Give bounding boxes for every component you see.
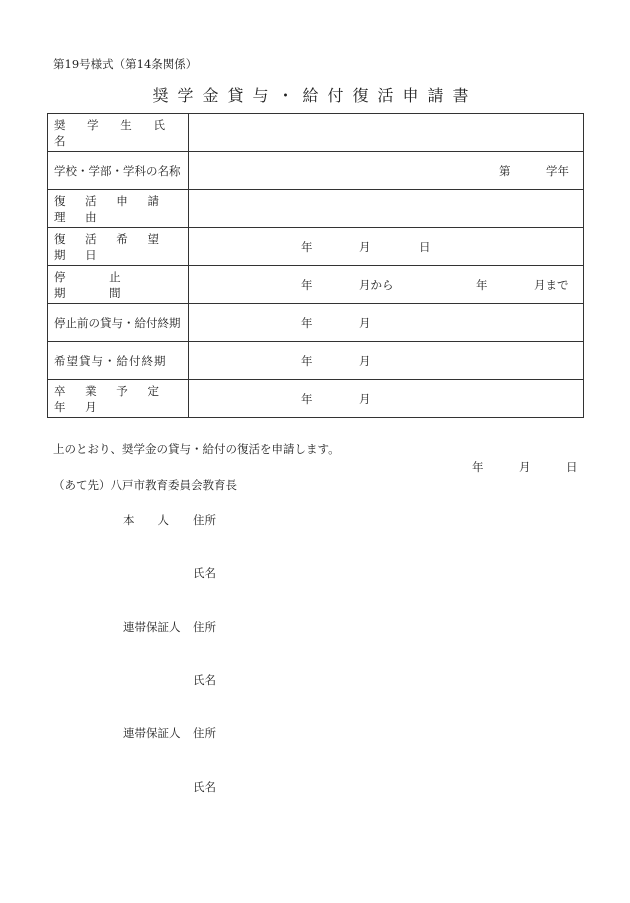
year-unit: 年 — [301, 277, 313, 292]
page-title: 奨学金貸与・給付復活申請書 — [152, 86, 478, 105]
guarantor2-address-label[interactable]: 住所 — [193, 726, 216, 740]
row-label: 奨 学 生 氏 名 — [48, 114, 189, 152]
application-table — [47, 113, 584, 418]
grade-prefix: 第 — [499, 163, 511, 178]
table-row — [48, 304, 584, 342]
graduation-date-field[interactable] — [189, 380, 584, 418]
month-unit: 月 — [359, 353, 371, 368]
month-from-unit: 月から — [359, 277, 394, 292]
table-row — [48, 114, 584, 152]
month-unit: 月 — [359, 391, 371, 406]
resume-date-field[interactable] — [189, 228, 584, 266]
row-label: 卒 業 予 定 年 月 — [48, 380, 189, 418]
applicant-role: 本 人 — [123, 513, 169, 527]
application-statement: 上のとおり、奨学金の貸与・給付の復活を申請します。 — [53, 442, 340, 456]
row-label: 学校・学部・学科の名称 — [48, 152, 189, 190]
guarantor2-role: 連帯保証人 — [123, 726, 181, 740]
year-unit: 年 — [301, 239, 313, 254]
table-row — [48, 266, 584, 304]
desired-end-field[interactable] — [189, 342, 584, 380]
table-row — [48, 228, 584, 266]
table-row — [48, 190, 584, 228]
grade-suffix: 学年 — [546, 163, 569, 178]
guarantor1-name-label[interactable]: 氏名 — [193, 673, 216, 687]
row-label: 希望貸与・給付終期 — [48, 342, 189, 380]
table-row — [48, 380, 584, 418]
reason-field[interactable] — [189, 190, 584, 228]
year-unit: 年 — [301, 353, 313, 368]
addressee: （あて先）八戸市教育委員会教育長 — [53, 478, 237, 492]
year-unit: 年 — [301, 391, 313, 406]
guarantor2-name-label[interactable]: 氏名 — [193, 780, 216, 794]
form-number: 第19号様式（第14条関係） — [53, 57, 198, 71]
year-unit: 年 — [476, 277, 488, 292]
month-unit: 月 — [359, 239, 371, 254]
guarantor1-address-label[interactable]: 住所 — [193, 620, 216, 634]
suspension-period-field[interactable] — [189, 266, 584, 304]
date-month-unit: 月 — [519, 460, 531, 474]
table-row — [48, 342, 584, 380]
date-year-unit: 年 — [472, 460, 484, 474]
table-row — [48, 152, 584, 190]
day-unit: 日 — [419, 239, 431, 254]
year-unit: 年 — [301, 315, 313, 330]
month-unit: 月 — [359, 315, 371, 330]
student-name-field[interactable] — [189, 114, 584, 152]
row-label: 停止前の貸与・給付終期 — [48, 304, 189, 342]
applicant-name-label[interactable]: 氏名 — [193, 566, 216, 580]
school-name-field[interactable] — [189, 152, 584, 190]
previous-end-field[interactable] — [189, 304, 584, 342]
row-label: 復 活 希 望 期 日 — [48, 228, 189, 266]
date-day-unit: 日 — [566, 460, 578, 474]
row-label: 復 活 申 請 理 由 — [48, 190, 189, 228]
row-label: 停 止 期 間 — [48, 266, 189, 304]
applicant-address-label[interactable]: 住所 — [193, 513, 216, 527]
month-until-unit: 月まで — [534, 277, 569, 292]
guarantor1-role: 連帯保証人 — [123, 620, 181, 634]
